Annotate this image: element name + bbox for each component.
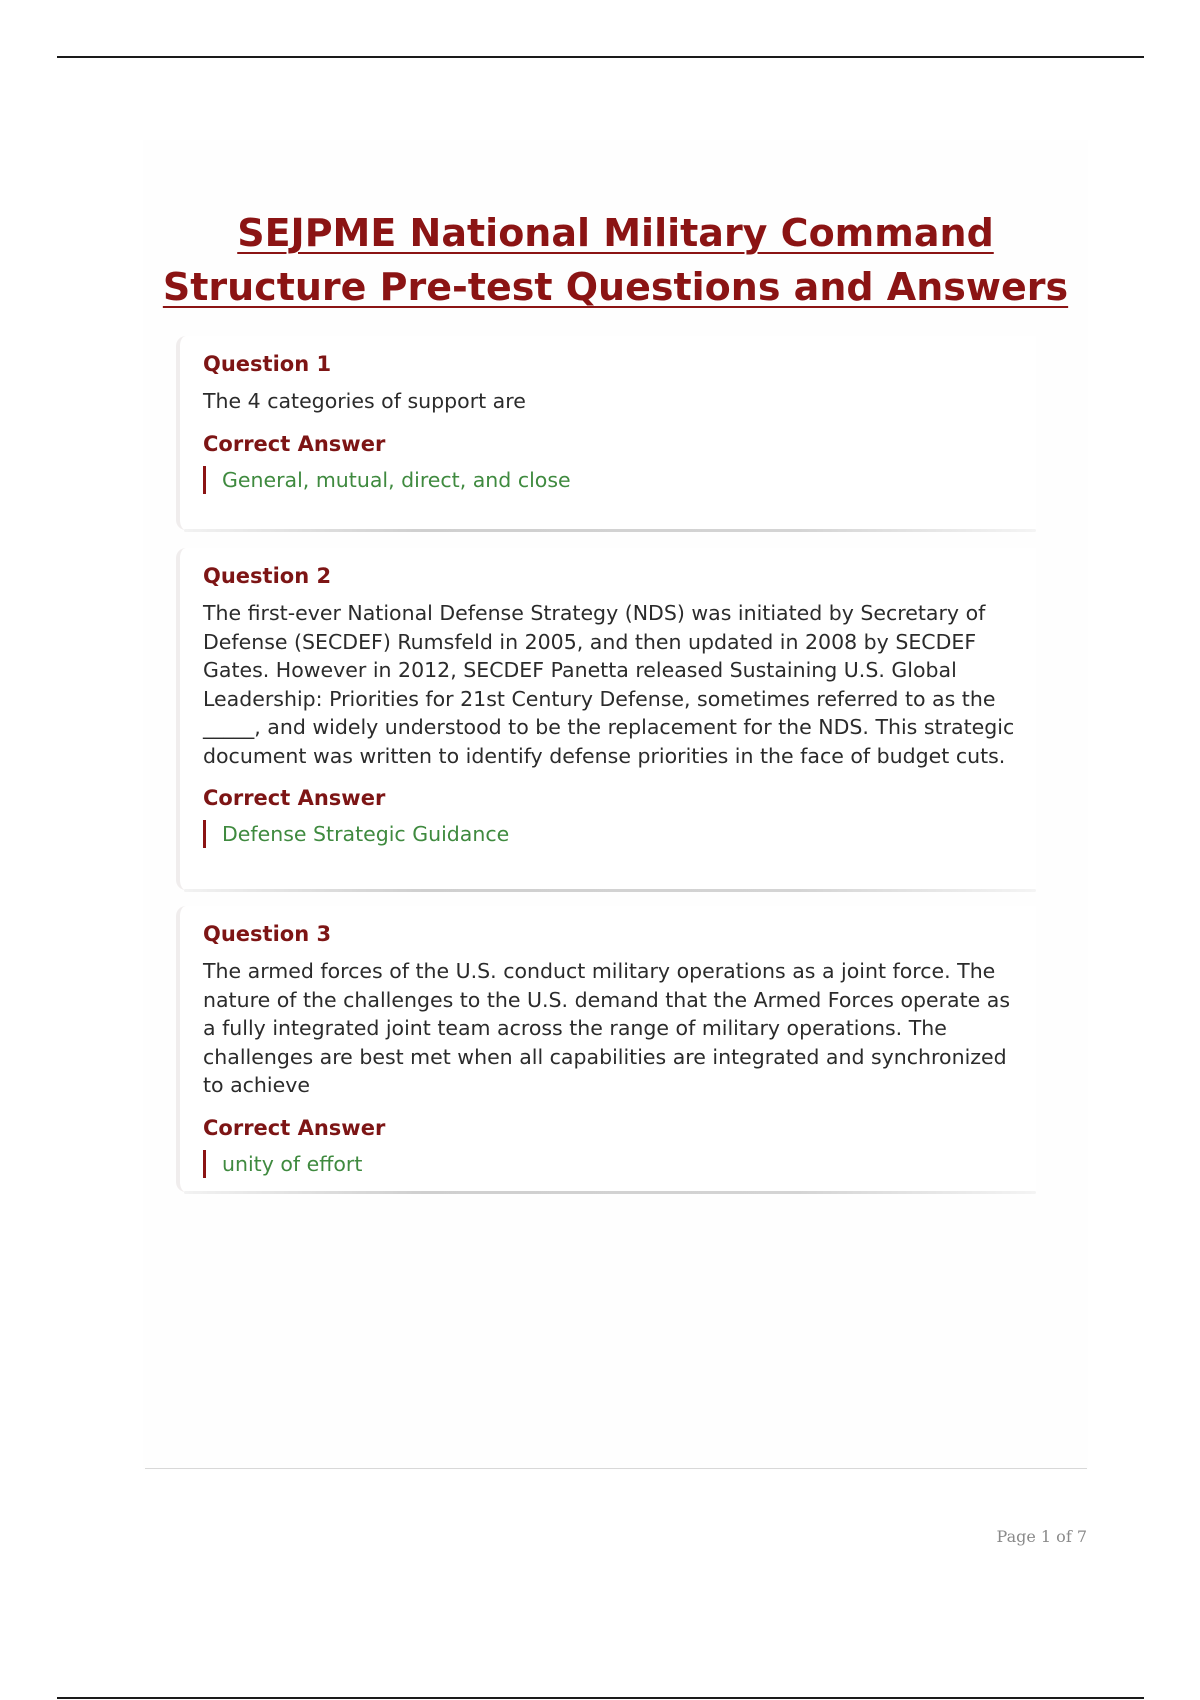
question-card-3: [176, 906, 1036, 1192]
question-card-1: [176, 336, 1036, 530]
footer-rule: [145, 1468, 1087, 1469]
answer-text: General, mutual, direct, and close: [203, 466, 1018, 494]
answer-text: unity of effort: [203, 1150, 1018, 1178]
title-line-2: Structure Pre-test Questions and Answers: [162, 265, 1069, 309]
document-title: [143, 206, 1088, 314]
question-heading: Question 1: [203, 352, 332, 376]
question-text: The 4 categories of support are: [203, 389, 526, 413]
answer-heading: Correct Answer: [203, 786, 386, 810]
question-text: The first-ever National Defense Strategy (NDS) was initiated by Secretary of Defense (SECDEF) Rumsfeld in 2005, and then updated in 2008 by SECDEF Gates. However in 2012, SECDEF Panetta released Sustaining U.S. Global Leadership: Priorities for 21st Century Defense, sometimes referred to as the _____, and widely understood to be the replacement for the NDS. This strategic document was written to identify defense priorities in the face of budget cuts.: [203, 601, 1015, 768]
bottom-rule: [57, 1697, 1144, 1699]
question-heading: Question 3: [203, 922, 332, 946]
question-card-2: [176, 548, 1036, 890]
title-line-1: SEJPME National Military Command: [237, 211, 994, 255]
question-heading: Question 2: [203, 564, 332, 588]
top-rule: [57, 56, 1144, 58]
answer-heading: Correct Answer: [203, 1115, 386, 1140]
page-number: Page 1 of 7: [996, 1527, 1087, 1546]
answer-heading: Correct Answer: [203, 431, 386, 456]
question-text: The armed forces of the U.S. conduct military operations as a joint force. The nature of the challenges to the U.S. demand that the Armed Forces operate as a fully integrated joint team across the range of military operations. The challenges are best met when all capabilities are integrated and synchronized to achieve: [203, 959, 1011, 1097]
answer-text: Defense Strategic Guidance: [203, 820, 1018, 848]
